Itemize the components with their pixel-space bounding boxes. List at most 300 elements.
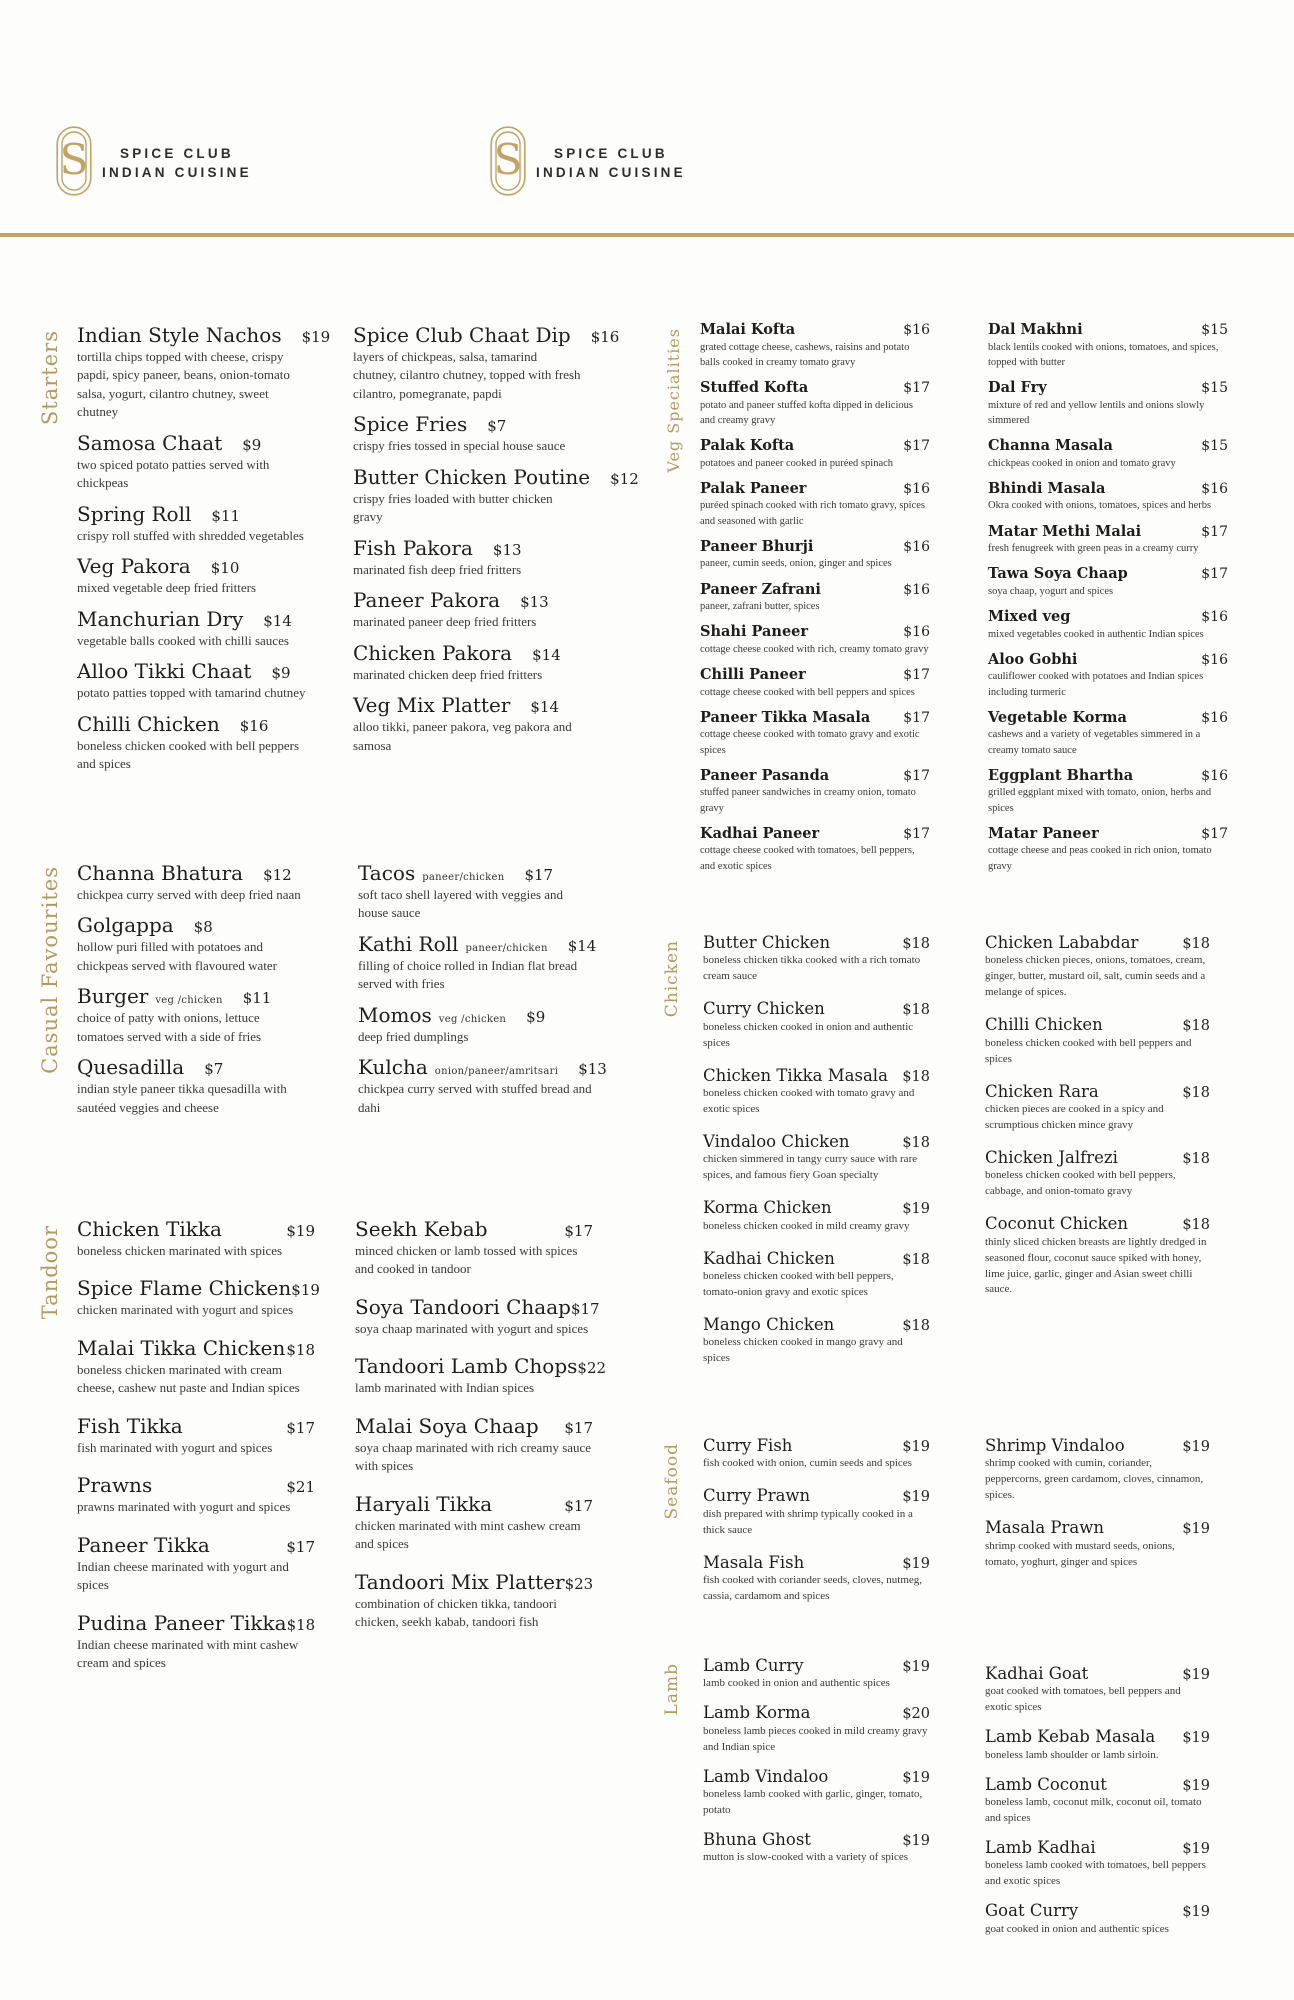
menu-item: [700, 378, 930, 428]
item-name: Channa Masala: [988, 437, 1113, 454]
item-price: $19: [1182, 1777, 1210, 1794]
item-description: boneless chicken cooked in mango gravy and spices: [703, 1336, 903, 1365]
item-name: Kadhai Goat: [985, 1664, 1089, 1683]
item-price: $14: [263, 611, 292, 630]
menu-item: [353, 322, 620, 403]
item-description: paneer, cumin seeds, onion, ginger and spices: [700, 558, 892, 570]
item-price: $16: [1201, 609, 1228, 626]
item-description: potato patties topped with tamarind chutney: [77, 685, 306, 701]
menu-item: [988, 479, 1228, 514]
item-price: $14: [530, 698, 560, 717]
menu-item: [703, 1552, 930, 1605]
item-price: $17: [903, 438, 930, 454]
item-description: prawns marinated with yogurt and spices: [77, 1499, 291, 1515]
menu-item-header: [353, 411, 581, 437]
menu-item: [77, 1472, 315, 1516]
menu-item-header: [985, 1517, 1210, 1538]
menu-column: [985, 932, 1210, 1311]
item-name: Momos: [358, 1002, 432, 1027]
item-description: grilled eggplant mixed with tomato, onion, herbs and spices: [988, 787, 1212, 814]
item-price: $16: [1201, 767, 1228, 784]
item-name: Chicken Rara: [985, 1081, 1099, 1101]
item-name: Palak Paneer: [700, 479, 807, 497]
item-description: potato and paneer stuffed kofta dipped in delicious and creamy gravy: [700, 399, 913, 426]
item-description: boneless lamb, coconut milk, coconut oil, tomato and spices: [985, 1796, 1202, 1825]
menu-item-header: [700, 708, 930, 728]
item-name: Dal Makhni: [988, 321, 1083, 338]
item-description: paneer, zafrani butter, spices: [700, 601, 820, 613]
item-price: $17: [564, 1222, 593, 1240]
brand-logo-icon: [56, 126, 92, 200]
item-name: Pudina Paneer Tikka: [77, 1610, 287, 1635]
menu-item: [77, 1275, 320, 1319]
section-label-tandoor: Tandoor: [38, 1225, 62, 1320]
item-price: $18: [286, 1615, 316, 1634]
item-name: Mixed veg: [988, 608, 1071, 626]
menu-item: [703, 1131, 930, 1184]
menu-item: [77, 912, 305, 975]
item-name: Eggplant Bhartha: [988, 766, 1134, 784]
item-name: Lamb Coconut: [985, 1774, 1107, 1794]
item-name: Masala Fish: [703, 1552, 805, 1572]
menu-item: [985, 1726, 1210, 1763]
item-description: alloo tikki, paneer pakora, veg pakora and samosa: [353, 719, 572, 753]
item-description: boneless chicken cooked with tomato gravy and exotic spices: [703, 1087, 915, 1115]
item-name: Goat Curry: [985, 1901, 1079, 1921]
menu-item: [985, 1517, 1210, 1570]
item-description: shrimp cooked with cumin, coriander, peppercorns, green cardamom, cloves, cinnamon, spices.: [985, 1457, 1204, 1502]
menu-item-header: [703, 1065, 930, 1086]
menu-item: [358, 1054, 607, 1117]
item-name: Burger: [77, 984, 149, 1009]
menu-item: [77, 1610, 315, 1673]
menu-item: [77, 1216, 315, 1260]
item-description: mixture of red and yellow lentils and onions slowly simmered: [988, 399, 1205, 426]
menu-item: [355, 1216, 593, 1279]
menu-item: [358, 1002, 593, 1046]
menu-item: [77, 983, 305, 1046]
item-price: $19: [902, 1439, 930, 1455]
item-name: Spice Club Chaat Dip: [353, 323, 571, 347]
menu-item-header: [358, 1002, 593, 1028]
item-name: Chicken Lababdar: [985, 933, 1139, 952]
item-name: Chilli Chicken: [77, 711, 220, 736]
menu-item-header: [77, 1610, 315, 1636]
item-name: Lamb Curry: [703, 1656, 804, 1675]
item-price: $18: [1182, 1217, 1210, 1234]
item-price: $19: [1182, 1730, 1210, 1747]
item-price: $16: [903, 322, 930, 338]
item-price: $17: [286, 1537, 315, 1556]
item-tag: veg /chicken: [155, 995, 223, 1007]
item-description: two spiced potato patties served with chickpeas: [77, 456, 270, 491]
item-description: boneless lamb shoulder or lamb sirloin.: [985, 1748, 1159, 1761]
item-name: Aloo Gobhi: [988, 650, 1078, 668]
item-description: marinated paneer deep fried fritters: [353, 614, 537, 630]
brand-tagline: INDIAN CUISINE: [102, 165, 252, 180]
menu-item: [988, 522, 1228, 557]
item-price: $17: [570, 1299, 600, 1318]
item-price: $9: [526, 1007, 546, 1026]
menu-item-header: [988, 650, 1228, 670]
item-name: Korma Chicken: [703, 1198, 832, 1218]
item-name: Matar Methi Malai: [988, 522, 1142, 540]
item-description: boneless chicken marinated with spices: [77, 1243, 283, 1258]
item-description: mutton is slow-cooked with a variety of spices: [703, 1851, 908, 1864]
item-price: $17: [1201, 566, 1228, 583]
item-name: Manchurian Dry: [77, 606, 244, 631]
menu-item: [985, 1014, 1210, 1067]
item-name: Lamb Kadhai: [985, 1838, 1096, 1857]
menu-item-header: [703, 1655, 930, 1676]
menu-item: [77, 1413, 315, 1457]
menu-item-header: [985, 1837, 1210, 1858]
item-name: Alloo Tikki Chaat: [77, 659, 252, 684]
item-description: cauliflower cooked with potatoes and Indian spices including turmeric: [988, 671, 1204, 698]
menu-item-header: [353, 587, 581, 613]
item-tag: paneer/chicken: [422, 872, 505, 883]
menu-item: [985, 1147, 1210, 1200]
item-price: $9: [242, 435, 262, 454]
item-name: Channa Bhatura: [77, 861, 244, 885]
menu-item-header: [355, 1569, 593, 1595]
item-description: chicken pieces are cooked in a spicy and scrumptious chicken mince gravy: [985, 1103, 1164, 1131]
item-name: Shahi Paneer: [700, 623, 809, 641]
item-name: Bhuna Ghost: [703, 1830, 811, 1849]
item-price: $14: [567, 936, 597, 955]
item-name: Samosa Chaat: [77, 430, 223, 455]
menu-item-header: [77, 1532, 315, 1558]
item-name: Fish Tikka: [77, 1413, 183, 1438]
menu-item-header: [77, 1275, 320, 1301]
menu-item-header: [703, 932, 930, 953]
item-description: mixed vegetables cooked in authentic Indian spices: [988, 628, 1204, 640]
brand-logo-icon: [490, 126, 526, 200]
menu-item: [988, 650, 1228, 700]
menu-item-header: [985, 1663, 1210, 1684]
item-name: Paneer Bhurji: [700, 537, 814, 555]
item-price: $13: [492, 540, 522, 559]
item-description: lamb cooked in onion and authentic spices: [703, 1677, 890, 1690]
item-description: boneless lamb cooked with tomatoes, bell peppers and exotic spices: [985, 1859, 1206, 1888]
item-name: Quesadilla: [77, 1055, 185, 1080]
item-name: Paneer Tikka Masala: [700, 708, 871, 726]
menu-item-header: [77, 430, 309, 456]
menu-item: [985, 1837, 1210, 1890]
menu-column: [358, 860, 607, 1125]
menu-item-header: [985, 1081, 1210, 1102]
item-name: Soya Tandoori Chaap: [355, 1294, 571, 1319]
item-price: $13: [578, 1060, 607, 1079]
item-name: Lamb Korma: [703, 1703, 811, 1723]
item-name: Tandoori Mix Platter: [355, 1569, 565, 1594]
item-description: Indian cheese marinated with yogurt and spices: [77, 1558, 289, 1593]
item-description: filling of choice rolled in Indian flat bread served with fries: [358, 957, 578, 992]
item-price: $23: [564, 1574, 594, 1593]
item-name: Prawns: [77, 1473, 153, 1498]
menu-item-header: [988, 824, 1228, 844]
menu-item-header: [77, 658, 309, 684]
item-price: $15: [1201, 380, 1228, 396]
menu-item-header: [355, 1294, 600, 1320]
menu-item-header: [985, 1726, 1210, 1747]
svg-text:S: S: [493, 135, 523, 184]
item-description: thinly sliced chicken breasts are lightly dredged in seasoned flour, coconut sauce spiked with honey, lime juice, garlic, ginger and Asian sweet chilli sauce.: [985, 1235, 1207, 1296]
item-description: mixed vegetable deep fried fritters: [77, 580, 257, 596]
item-description: hollow puri filled with potatoes and chickpeas served with flavoured water: [77, 939, 277, 973]
menu-item: [700, 824, 930, 874]
item-name: Coconut Chicken: [985, 1214, 1129, 1234]
menu-item-header: [703, 1552, 930, 1573]
menu-item-header: [988, 320, 1228, 340]
item-description: Indian cheese marinated with mint cashew cream and spices: [77, 1636, 299, 1671]
brand-name: SPICE CLUB: [120, 146, 234, 161]
item-price: $22: [577, 1359, 607, 1378]
menu-item-header: [703, 1314, 930, 1335]
menu-item: [77, 606, 309, 650]
menu-item: [353, 411, 581, 455]
menu-item-header: [353, 640, 581, 666]
item-name: Chicken Jalfrezi: [985, 1147, 1118, 1167]
menu-item: [700, 320, 930, 370]
item-name: Kadhai Chicken: [703, 1248, 835, 1268]
menu-item-header: [353, 535, 581, 561]
svg-text:S: S: [59, 135, 89, 184]
item-price: $7: [487, 417, 507, 436]
menu-item: [988, 824, 1228, 874]
item-name: Paneer Pasanda: [700, 766, 830, 784]
menu-item-header: [703, 998, 930, 1019]
item-price: $17: [564, 1418, 593, 1437]
item-name: Veg Pakora: [77, 554, 191, 579]
item-description: chickpea curry served with stuffed bread and dahi: [358, 1081, 592, 1115]
menu-item: [355, 1569, 593, 1632]
item-price: $18: [902, 1317, 930, 1334]
menu-item: [703, 1655, 930, 1692]
menu-item-header: [77, 1335, 315, 1361]
item-description: boneless chicken marinated with cream cheese, cashew nut paste and Indian spices: [77, 1361, 300, 1396]
item-description: lamb marinated with Indian spices: [355, 1380, 535, 1396]
item-description: boneless chicken cooked with bell peppers and spices: [77, 737, 300, 771]
item-description: boneless chicken cooked with bell peppers and spices: [985, 1036, 1192, 1065]
item-name: Spice Flame Chicken: [77, 1276, 292, 1301]
item-description: cottage cheese cooked with rich, creamy tomato gravy: [700, 643, 929, 655]
menu-item: [77, 322, 331, 422]
menu-item: [988, 436, 1228, 471]
menu-item-header: [358, 1054, 607, 1080]
menu-item: [358, 931, 597, 994]
item-name: Tawa Soya Chaap: [988, 565, 1128, 583]
menu-item-header: [985, 1014, 1210, 1035]
menu-item: [77, 501, 309, 545]
item-description: chickpeas cooked in onion and tomato gravy: [988, 457, 1176, 469]
item-price: $19: [902, 1769, 930, 1786]
item-name: Spring Roll: [77, 501, 192, 526]
item-description: grated cottage cheese, cashews, raisins and potato balls cooked in creamy tomato gravy: [700, 341, 910, 368]
item-price: $19: [1182, 1904, 1210, 1921]
item-description: crispy roll stuffed with shredded vegetables: [77, 527, 304, 543]
item-description: chicken simmered in tangy curry sauce with rare spices, and famous fiery Goan specialty: [703, 1153, 918, 1182]
item-name: Shrimp Vindaloo: [985, 1436, 1125, 1455]
item-description: boneless chicken tikka cooked with a rich tomato cream sauce: [703, 954, 921, 983]
item-description: Okra cooked with onions, tomatoes, spices and herbs: [988, 500, 1212, 512]
menu-item-header: [988, 766, 1228, 786]
item-price: $15: [1201, 438, 1228, 454]
item-description: cashews and a variety of vegetables simmered in a creamy tomato sauce: [988, 729, 1201, 756]
menu-item: [988, 564, 1228, 599]
item-price: $11: [211, 506, 241, 525]
menu-column: [985, 1435, 1210, 1584]
item-name: Lamb Kebab Masala: [985, 1727, 1156, 1747]
item-name: Chicken Tikka Masala: [703, 1065, 888, 1085]
menu-item: [353, 640, 581, 684]
menu-item-header: [985, 1900, 1210, 1921]
menu-item-header: [703, 1197, 930, 1218]
item-name: Chicken Tikka: [77, 1217, 222, 1241]
item-name: Tandoori Lamb Chops: [355, 1354, 578, 1379]
menu-item: [355, 1353, 607, 1397]
menu-item-header: [77, 553, 309, 579]
item-name: Kadhai Paneer: [700, 824, 820, 842]
item-description: fish cooked with onion, cumin seeds and spices: [703, 1457, 912, 1470]
item-name: Bhindi Masala: [988, 479, 1106, 497]
menu-column: [353, 322, 639, 763]
item-name: Lamb Vindaloo: [703, 1766, 829, 1786]
item-name: Haryali Tikka: [355, 1491, 493, 1516]
item-price: $19: [902, 1833, 930, 1849]
item-price: $16: [903, 624, 930, 641]
menu-item: [353, 587, 581, 631]
item-price: $18: [1182, 936, 1210, 952]
item-price: $19: [1182, 1667, 1210, 1683]
item-name: Malai Soya Chaap: [355, 1413, 539, 1438]
item-price: $17: [903, 767, 930, 784]
menu-item: [353, 535, 581, 579]
item-description: soft taco shell layered with veggies and house sauce: [358, 887, 564, 921]
menu-item-header: [77, 860, 305, 886]
menu-item-header: [703, 1766, 930, 1787]
menu-item: [985, 1213, 1210, 1298]
menu-column: [988, 320, 1228, 882]
menu-item-header: [77, 322, 331, 348]
menu-item: [988, 607, 1228, 642]
item-price: $10: [210, 559, 240, 578]
item-name: Kathi Roll: [358, 931, 459, 956]
menu-item-header: [77, 912, 305, 938]
item-price: $16: [239, 716, 269, 735]
item-description: goat cooked in onion and authentic spices: [985, 1922, 1169, 1935]
item-price: $17: [903, 709, 930, 726]
item-price: $19: [1182, 1439, 1210, 1455]
menu-item-header: [77, 1054, 305, 1080]
section-label-starters: Starters: [38, 330, 62, 426]
menu-item-header: [985, 1147, 1210, 1168]
item-description: chicken marinated with mint cashew cream and spices: [355, 1517, 581, 1552]
menu-item-header: [985, 1774, 1210, 1795]
menu-item: [985, 932, 1210, 1001]
menu-item: [77, 1335, 315, 1398]
menu-item-header: [985, 932, 1210, 953]
item-price: $17: [1201, 825, 1228, 842]
item-price: $19: [902, 1201, 930, 1218]
item-description: boneless chicken cooked with bell peppers, tomato-onion gravy and exotic spices: [703, 1270, 894, 1298]
item-description: soya chaap marinated with rich creamy sauce with spices: [355, 1439, 592, 1474]
menu-item-header: [700, 537, 930, 557]
menu-item-header: [700, 479, 930, 499]
menu-item-header: [703, 1131, 930, 1152]
item-name: Dal Fry: [988, 379, 1047, 396]
item-description: fish marinated with yogurt and spices: [77, 1439, 273, 1455]
menu-item: [703, 1485, 930, 1538]
menu-item-header: [703, 1702, 930, 1723]
menu-item: [985, 1435, 1210, 1504]
item-name: Indian Style Nachos: [77, 323, 282, 347]
menu-item: [703, 1248, 930, 1301]
menu-item-header: [355, 1413, 593, 1439]
menu-item: [77, 430, 309, 493]
item-price: $21: [286, 1478, 315, 1497]
item-name: Curry Fish: [703, 1436, 793, 1455]
item-tag: paneer/chicken: [465, 942, 548, 954]
item-description: cottage cheese and peas cooked in rich onion, tomato gravy: [988, 845, 1212, 872]
item-price: $18: [1182, 1084, 1210, 1101]
menu-column: [703, 1435, 930, 1618]
menu-item-header: [700, 665, 930, 685]
menu-item-header: [700, 378, 930, 398]
menu-item-header: [358, 931, 597, 957]
menu-item: [355, 1491, 593, 1554]
item-description: marinated fish deep fried fritters: [353, 561, 522, 577]
menu-item-header: [355, 1353, 607, 1379]
item-price: $17: [564, 1496, 593, 1515]
menu-item: [700, 537, 930, 572]
menu-item: [703, 1065, 930, 1118]
menu-item: [355, 1294, 600, 1338]
menu-column: [703, 1655, 930, 1876]
menu-item: [77, 1054, 305, 1117]
item-price: $18: [902, 1002, 930, 1019]
item-description: boneless lamb pieces cooked in mild creamy gravy and Indian spice: [703, 1724, 928, 1753]
menu-item: [77, 658, 309, 702]
item-name: Vegetable Korma: [988, 708, 1127, 726]
item-price: $16: [590, 328, 620, 346]
menu-item-header: [985, 1213, 1210, 1234]
item-description: potatoes and paneer cooked in puréed spinach: [700, 457, 894, 469]
menu-item-header: [77, 711, 309, 737]
item-description: shrimp cooked with mustard seeds, onions, tomato, yoghurt, ginger and spices: [985, 1539, 1175, 1568]
item-name: Malai Kofta: [700, 321, 796, 338]
menu-item-header: [703, 1829, 930, 1850]
item-description: crispy fries loaded with butter chicken gravy: [353, 490, 553, 525]
item-description: cottage cheese cooked with tomatoes, bell peppers, and exotic spices: [700, 845, 915, 872]
item-price: $17: [903, 380, 930, 396]
section-label-seafood: Seafood: [662, 1443, 682, 1520]
menu-item: [988, 378, 1228, 428]
section-label-casual: Casual Favourites: [38, 866, 62, 1074]
item-name: Malai Tikka Chicken: [77, 1335, 286, 1360]
item-name: Golgappa: [77, 913, 174, 938]
item-description: puréed spinach cooked with rich tomato gravy, spices and seasoned with garlic: [700, 500, 926, 527]
menu-item: [985, 1774, 1210, 1827]
item-name: Masala Prawn: [985, 1518, 1104, 1538]
menu-item: [985, 1663, 1210, 1716]
item-description: tortilla chips topped with cheese, crispy papdi, spicy paneer, beans, onion-tomato salsa, yogurt, cilantro chutney, sweet chutney: [77, 349, 290, 420]
item-description: vegetable balls cooked with chilli sauces: [77, 632, 289, 648]
menu-item-header: [988, 522, 1228, 542]
menu-item: [77, 711, 309, 774]
item-price: $16: [1201, 709, 1228, 726]
section-label-lamb: Lamb: [662, 1663, 682, 1716]
